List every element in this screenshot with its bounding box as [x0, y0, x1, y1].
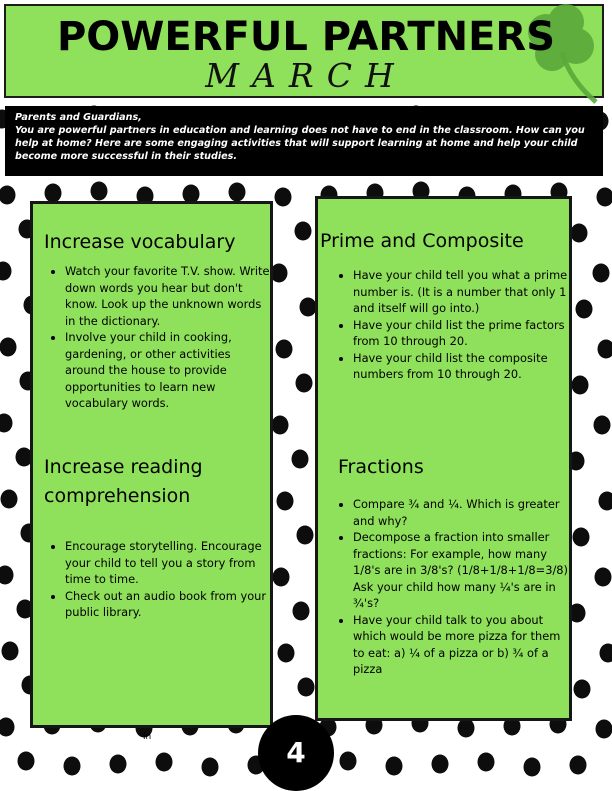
- polka-dot: [386, 757, 403, 776]
- list-item: • Decompose a fraction into smaller fractions: For example, how many 1/8's are in 3/8's? (1/8+1/8+1/8=3/8) Ask your child how many ¼'s are in ¾'s?: [353, 529, 575, 612]
- polka-dot: [571, 224, 588, 243]
- polka-dot: [598, 340, 612, 359]
- polka-dot: [64, 757, 81, 776]
- polka-dot: [595, 568, 612, 587]
- list-item: • Check out an audio book from your public library.: [65, 588, 273, 621]
- footnote-text: in: [143, 732, 152, 742]
- prime-list: [335, 267, 575, 383]
- polka-dot: [576, 300, 593, 319]
- page-title: POWERFUL PARTNERS: [56, 14, 556, 60]
- polka-dot: [276, 340, 293, 359]
- polka-dot: [0, 186, 16, 205]
- polka-dot: [45, 184, 62, 203]
- polka-dot: [458, 719, 475, 738]
- polka-dot: [573, 528, 590, 547]
- polka-dot: [298, 678, 315, 697]
- polka-dot: [277, 492, 294, 511]
- polka-dot: [0, 338, 17, 357]
- intro-body: You are powerful partners in education and learning does not have to end in the classroom. How can you help at home? Here are some engaging activities that will support learning at home and help your child become more successful in their studies.: [15, 125, 585, 162]
- polka-dot: [272, 416, 289, 435]
- list-item: • Have your child list the prime factors from 10 through 20.: [353, 317, 575, 350]
- polka-dot: [293, 602, 310, 621]
- polka-dot: [478, 753, 495, 772]
- polka-dot: [432, 755, 449, 774]
- prime-heading: Prime and Composite: [320, 230, 524, 252]
- list-item: • Have your child tell you what a prime number is. (It is a number that only 1 and itself will go into.): [353, 267, 575, 317]
- polka-dot: [91, 182, 108, 201]
- list-item: • Watch your favorite T.V. show. Write down words you hear but don't know. Look up the unknown words in the dictionary.: [65, 263, 273, 329]
- list-item: • Involve your child in cooking, gardening, or other activities around the house to provide opportunities to learn new vocabulary words.: [65, 329, 273, 412]
- polka-dot: [271, 264, 288, 283]
- list-item: • Have your child list the composite numbers from 10 through 20.: [353, 350, 575, 383]
- polka-dot: [593, 264, 610, 283]
- polka-dot: [594, 416, 611, 435]
- month-subtitle: MARCH: [205, 56, 407, 95]
- polka-dot: [0, 414, 13, 433]
- polka-dot: [202, 758, 219, 777]
- polka-dot: [524, 758, 541, 777]
- fractions-heading: Fractions: [338, 456, 424, 478]
- polka-dot: [340, 752, 357, 771]
- page-number: 4: [286, 736, 306, 769]
- vocabulary-list: [47, 263, 273, 412]
- polka-dot: [599, 492, 612, 511]
- polka-dot: [273, 568, 290, 587]
- vocabulary-heading: Increase vocabulary: [44, 231, 236, 253]
- fractions-list: [335, 496, 575, 678]
- reading-heading: Increase reading comprehension: [44, 456, 203, 507]
- polka-dot: [295, 222, 312, 241]
- intro-banner: [5, 106, 603, 176]
- polka-dot: [0, 718, 15, 737]
- polka-dot: [574, 680, 591, 699]
- intro-greeting: Parents and Guardians,: [15, 112, 142, 123]
- polka-dot: [110, 755, 127, 774]
- reading-list: [47, 538, 273, 621]
- polka-dot: [292, 450, 309, 469]
- polka-dot: [2, 642, 19, 661]
- list-item: • Have your child talk to you about which would be more pizza for them to eat: a) ¼ of a pizza or b) ¾ of a pizza: [353, 612, 575, 678]
- polka-dot: [0, 262, 12, 281]
- list-item: • Compare ¾ and ¼. Which is greater and why?: [353, 496, 575, 529]
- polka-dot: [275, 188, 292, 207]
- polka-dot: [297, 526, 314, 545]
- polka-dot: [300, 298, 317, 317]
- polka-dot: [0, 566, 14, 585]
- polka-dot: [229, 183, 246, 202]
- polka-dot: [570, 756, 587, 775]
- polka-dot: [597, 188, 612, 207]
- list-item: • Encourage storytelling. Encourage your child to tell you a story from time to time.: [65, 538, 273, 588]
- polka-dot: [156, 753, 173, 772]
- polka-dot: [1, 490, 18, 509]
- polka-dot: [600, 644, 612, 663]
- polka-dot: [18, 752, 35, 771]
- polka-dot: [278, 644, 295, 663]
- polka-dot: [596, 720, 612, 739]
- polka-dot: [296, 374, 313, 393]
